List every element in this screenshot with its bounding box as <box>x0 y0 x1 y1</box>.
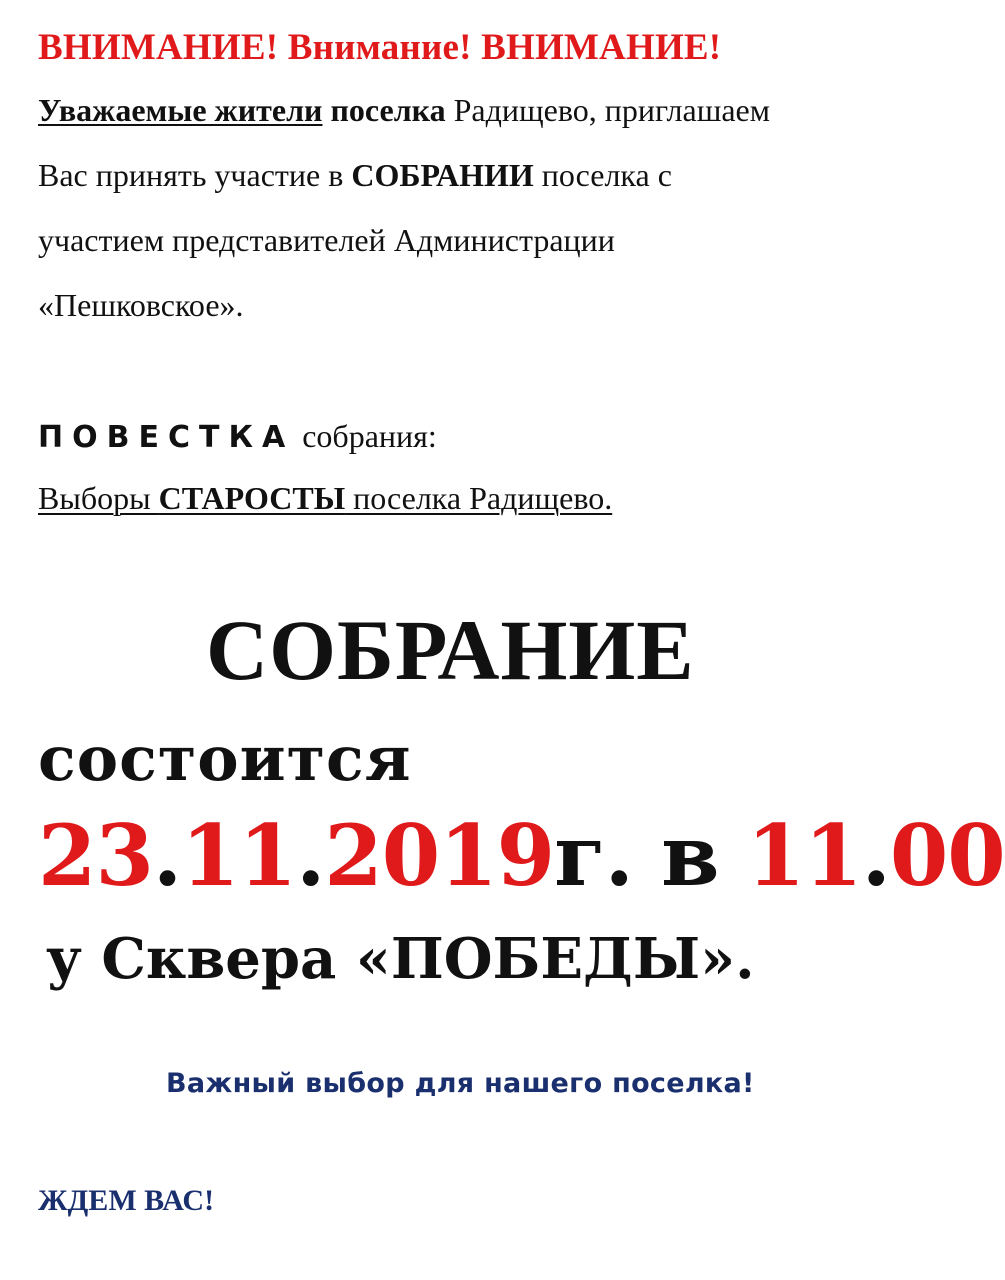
takes-place-text: состоится <box>38 722 412 795</box>
date-day: 23 <box>38 806 153 905</box>
place-text: у Сквера «ПОБЕДЫ». <box>46 926 755 992</box>
attention-heading: ВНИМАНИЕ! Внимание! ВНИМАНИЕ! <box>38 27 722 68</box>
intro-line-2-end: поселка с <box>533 157 672 193</box>
waiting-for-you-text: ЖДЕМ ВАС! <box>38 1184 215 1217</box>
intro-line-2-start: Вас принять участие в <box>38 157 352 193</box>
agenda-word: ПОВЕСТКА <box>38 420 295 455</box>
agenda-item-bold: СТАРОСТЫ <box>158 480 346 516</box>
agenda-item <box>38 480 612 517</box>
agenda-item-end: поселка Радищево. <box>345 480 613 516</box>
time-minutes: 00 <box>889 806 1005 905</box>
time-hours: 11 <box>746 806 862 905</box>
dear-residents-text: Уважаемые жители <box>38 92 323 128</box>
agenda-item-start: Выборы <box>38 480 159 516</box>
date-year: 2019 <box>324 806 555 905</box>
agenda-heading <box>38 418 437 455</box>
assembly-inline-bold: СОБРАНИИ <box>351 157 534 193</box>
intro-line-1 <box>38 94 770 126</box>
date-dot-1: . <box>152 806 182 905</box>
village-name-text: Радищево, приглашаем <box>445 92 770 128</box>
intro-line-2 <box>38 159 672 191</box>
intro-line-4: «Пешковское». <box>38 287 244 323</box>
village-word: поселка <box>322 92 446 128</box>
assembly-title: СОБРАНИЕ <box>206 602 695 698</box>
intro-line-3: участием представителей Администрации <box>38 222 615 258</box>
time-dot: . <box>861 806 890 905</box>
agenda-suffix: собрания: <box>294 418 437 454</box>
date-time-line <box>38 806 1005 905</box>
date-dot-2: . <box>296 806 325 905</box>
important-choice-text: Важный выбор для нашего поселка! <box>166 1068 755 1099</box>
date-suffix: г. в <box>554 806 747 905</box>
date-month: 11 <box>181 806 297 905</box>
